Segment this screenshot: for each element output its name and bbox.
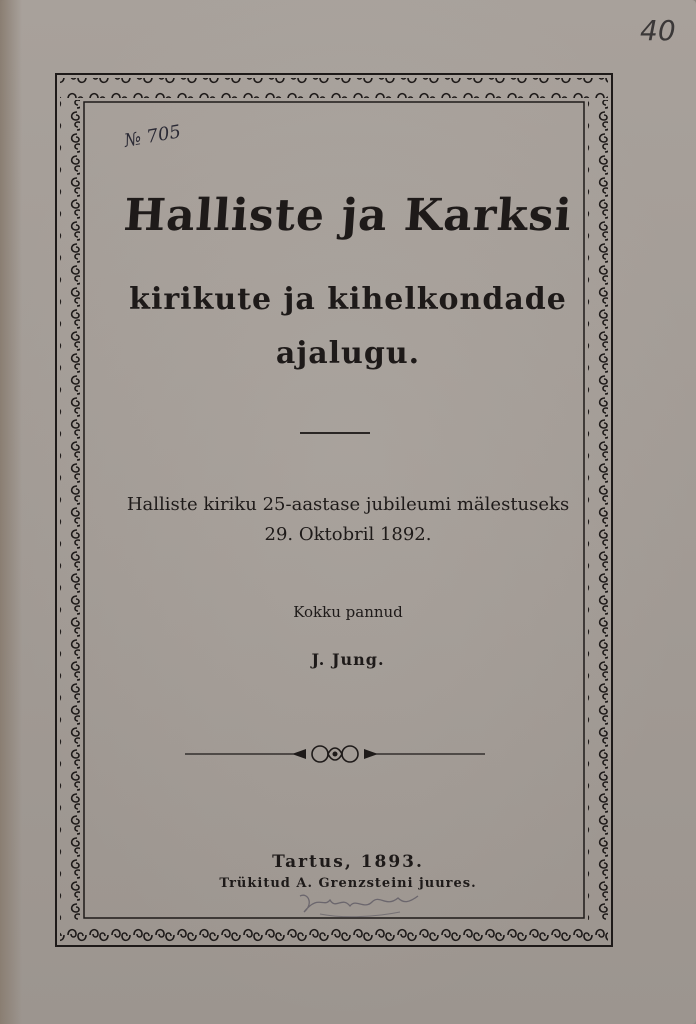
author-name: J. Jung. — [311, 650, 385, 669]
title-line-2: kirikute ja kihelkondade — [129, 282, 567, 317]
subtitle-line-1: Halliste kiriku 25-aastase jubileumi mälestuseks — [126, 494, 570, 515]
subtitle-line-2: 29. Oktobril 1892. — [264, 524, 432, 545]
printer-line: Trükitud A. Grenzsteini juures. — [219, 876, 477, 891]
compiled-by-label: Kokku pannud — [293, 603, 403, 621]
title-line-1: Halliste ja Karksi — [122, 190, 574, 241]
signature-scribble — [290, 884, 430, 924]
catalog-number: 40 — [640, 14, 676, 47]
place-and-year: Tartus, 1893. — [272, 852, 424, 872]
title-divider — [300, 432, 370, 434]
title-line-3: ajalugu. — [275, 336, 421, 371]
inventory-mark: № 705 — [122, 121, 183, 152]
scroll-ornament — [180, 740, 490, 768]
